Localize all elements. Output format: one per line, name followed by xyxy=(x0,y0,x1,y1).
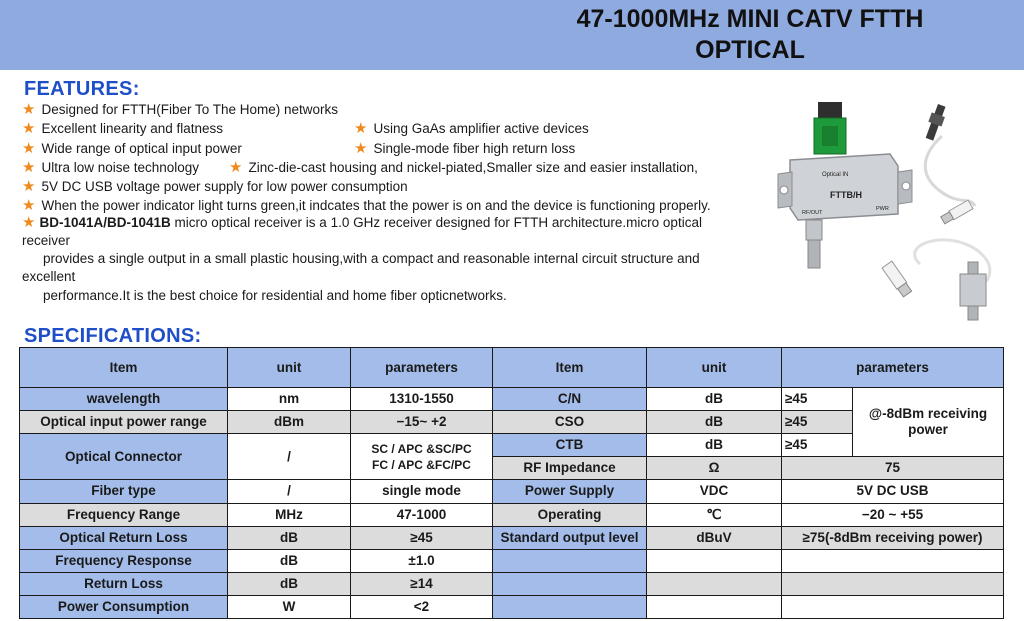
star-icon: ★ xyxy=(22,140,36,157)
star-icon: ★ xyxy=(22,120,36,137)
spec-item: Power Consumption xyxy=(20,595,228,618)
spec-item: C/N xyxy=(493,388,647,411)
f-connector xyxy=(806,220,822,240)
spec-param: ≥45 xyxy=(351,526,493,549)
star-icon: ★ xyxy=(354,120,368,137)
header-unit: unit xyxy=(647,348,782,388)
spec-item: wavelength xyxy=(20,388,228,411)
spec-param: SC / APC &SC/PC FC / APC &FC/PC xyxy=(351,434,493,480)
spec-item: Optical Connector xyxy=(20,434,228,480)
spec-unit: / xyxy=(228,434,351,480)
title-banner xyxy=(0,0,1024,70)
star-icon: ★ xyxy=(354,140,368,157)
star-icon: ★ xyxy=(22,101,36,118)
table-row xyxy=(20,526,1004,549)
star-icon: ★ xyxy=(22,197,36,214)
empty-cell xyxy=(647,572,782,595)
feature-item: ★ Ultra low noise technology xyxy=(22,159,200,176)
spec-item: Frequency Range xyxy=(20,503,228,526)
spec-item: Operating xyxy=(493,503,647,526)
empty-cell xyxy=(782,549,1004,572)
feature-item: ★ Single-mode fiber high return loss xyxy=(354,140,576,157)
spec-unit: dB xyxy=(228,549,351,572)
pwr-label: PWR xyxy=(876,206,889,212)
spec-unit: MHz xyxy=(228,503,351,526)
description-line: provides a single output in a small plastic housing,with a compact and reasonable internal circuit structure and xyxy=(43,251,700,266)
description-line: ★ BD-1041A/BD-1041B micro optical receiver is a 1.0 GHz receiver designed for FTTH architecture.micro optical xyxy=(22,214,702,231)
feature-item: ★ Zinc-die-cast housing and nickel-piated,Smaller size and easier installation, xyxy=(229,159,698,176)
specifications-heading: SPECIFICATIONS: xyxy=(24,325,202,347)
table-row xyxy=(20,480,1004,503)
model-number: BD-1041A/BD-1041B xyxy=(39,215,171,230)
spec-unit: / xyxy=(228,480,351,503)
spec-param: <2 xyxy=(351,595,493,618)
spec-unit: dB xyxy=(647,411,782,434)
connector-cap xyxy=(818,102,842,120)
empty-cell xyxy=(782,595,1004,618)
spec-param: 5V DC USB xyxy=(782,480,1004,503)
page-title: 47-1000MHz MINI CATV FTTH OPTICAL xyxy=(576,5,924,64)
fttbh-label: FTTB/H xyxy=(830,190,862,200)
fiber-connector xyxy=(923,103,948,142)
product-image xyxy=(770,96,1010,326)
header-parameters: parameters xyxy=(782,348,1004,388)
spec-param: −15~ +2 xyxy=(351,411,493,434)
spec-param: ±1.0 xyxy=(351,549,493,572)
spec-param: 75 xyxy=(782,457,1004,480)
rf-out-label: RF/OUT xyxy=(802,210,823,216)
spec-item: Return Loss xyxy=(20,572,228,595)
feature-item: ★ 5V DC USB voltage power supply for low power consumption xyxy=(22,178,408,195)
spec-param: 47-1000 xyxy=(351,503,493,526)
spec-unit: W xyxy=(228,595,351,618)
feature-item: ★ When the power indicator light turns green,it indcates that the power is on and the device is functioning properly. xyxy=(22,197,711,214)
table-row xyxy=(20,572,1004,595)
empty-cell xyxy=(493,595,647,618)
spec-item: Power Supply xyxy=(493,480,647,503)
spec-param: 1310-1550 xyxy=(351,388,493,411)
spec-param: single mode xyxy=(351,480,493,503)
table-row xyxy=(20,595,1004,618)
spec-item: Optical input power range xyxy=(20,411,228,434)
spec-param: ≥45 xyxy=(782,388,853,411)
description-line: performance.It is the best choice for residential and home fiber opticnetworks. xyxy=(43,288,507,303)
table-row xyxy=(20,388,1004,411)
power-injector xyxy=(960,262,986,320)
header-unit: unit xyxy=(228,348,351,388)
optical-in-label: Optical IN xyxy=(822,172,849,178)
usb-plug xyxy=(940,200,973,225)
spec-item: Standard output level xyxy=(493,526,647,549)
spec-unit: ℃ xyxy=(647,503,782,526)
spec-item: Optical Return Loss xyxy=(20,526,228,549)
features-heading: FEATURES: xyxy=(24,78,140,100)
spec-param: ≥45 xyxy=(782,434,853,457)
table-row xyxy=(20,503,1004,526)
specifications-table xyxy=(19,347,1004,619)
spec-param: ≥75(-8dBm receiving power) xyxy=(782,526,1004,549)
feature-item: ★ Using GaAs amplifier active devices xyxy=(354,120,589,137)
star-icon: ★ xyxy=(22,178,36,195)
description-line: excellent xyxy=(22,269,76,284)
spec-unit: dB xyxy=(228,526,351,549)
empty-cell xyxy=(493,549,647,572)
spec-item: Fiber type xyxy=(20,480,228,503)
fiber-cable xyxy=(925,136,975,206)
header-item: Item xyxy=(20,348,228,388)
spec-item: CTB xyxy=(493,434,647,457)
spec-item: RF Impedance xyxy=(493,457,647,480)
feature-item: ★ Excellent linearity and flatness xyxy=(22,120,224,137)
spec-unit: VDC xyxy=(647,480,782,503)
table-header-row xyxy=(20,348,1004,388)
spec-unit: dB xyxy=(228,572,351,595)
condition-note: @-8dBm receiving power xyxy=(853,388,1004,457)
header-item: Item xyxy=(493,348,647,388)
star-icon: ★ xyxy=(22,159,36,176)
spec-item: Frequency Response xyxy=(20,549,228,572)
spec-unit: nm xyxy=(228,388,351,411)
spec-item: CSO xyxy=(493,411,647,434)
feature-item: ★ Designed for FTTH(Fiber To The Home) networks xyxy=(22,101,339,118)
feature-item: ★ Wide range of optical input power xyxy=(22,140,242,157)
spec-param: ≥45 xyxy=(782,411,853,434)
empty-cell xyxy=(493,572,647,595)
spec-param: −20 ~ +55 xyxy=(782,503,1004,526)
empty-cell xyxy=(647,595,782,618)
spec-param: ≥14 xyxy=(351,572,493,595)
star-icon: ★ xyxy=(22,214,36,231)
description-line: receiver xyxy=(22,233,71,248)
usb-plug-2 xyxy=(882,261,912,297)
spec-unit: dB xyxy=(647,388,782,411)
star-icon: ★ xyxy=(229,159,243,176)
spec-unit: Ω xyxy=(647,457,782,480)
spec-unit: dBuV xyxy=(647,526,782,549)
spec-unit: dB xyxy=(647,434,782,457)
empty-cell xyxy=(782,572,1004,595)
table-row xyxy=(20,549,1004,572)
header-parameters: parameters xyxy=(351,348,493,388)
spec-unit: dBm xyxy=(228,411,351,434)
empty-cell xyxy=(647,549,782,572)
